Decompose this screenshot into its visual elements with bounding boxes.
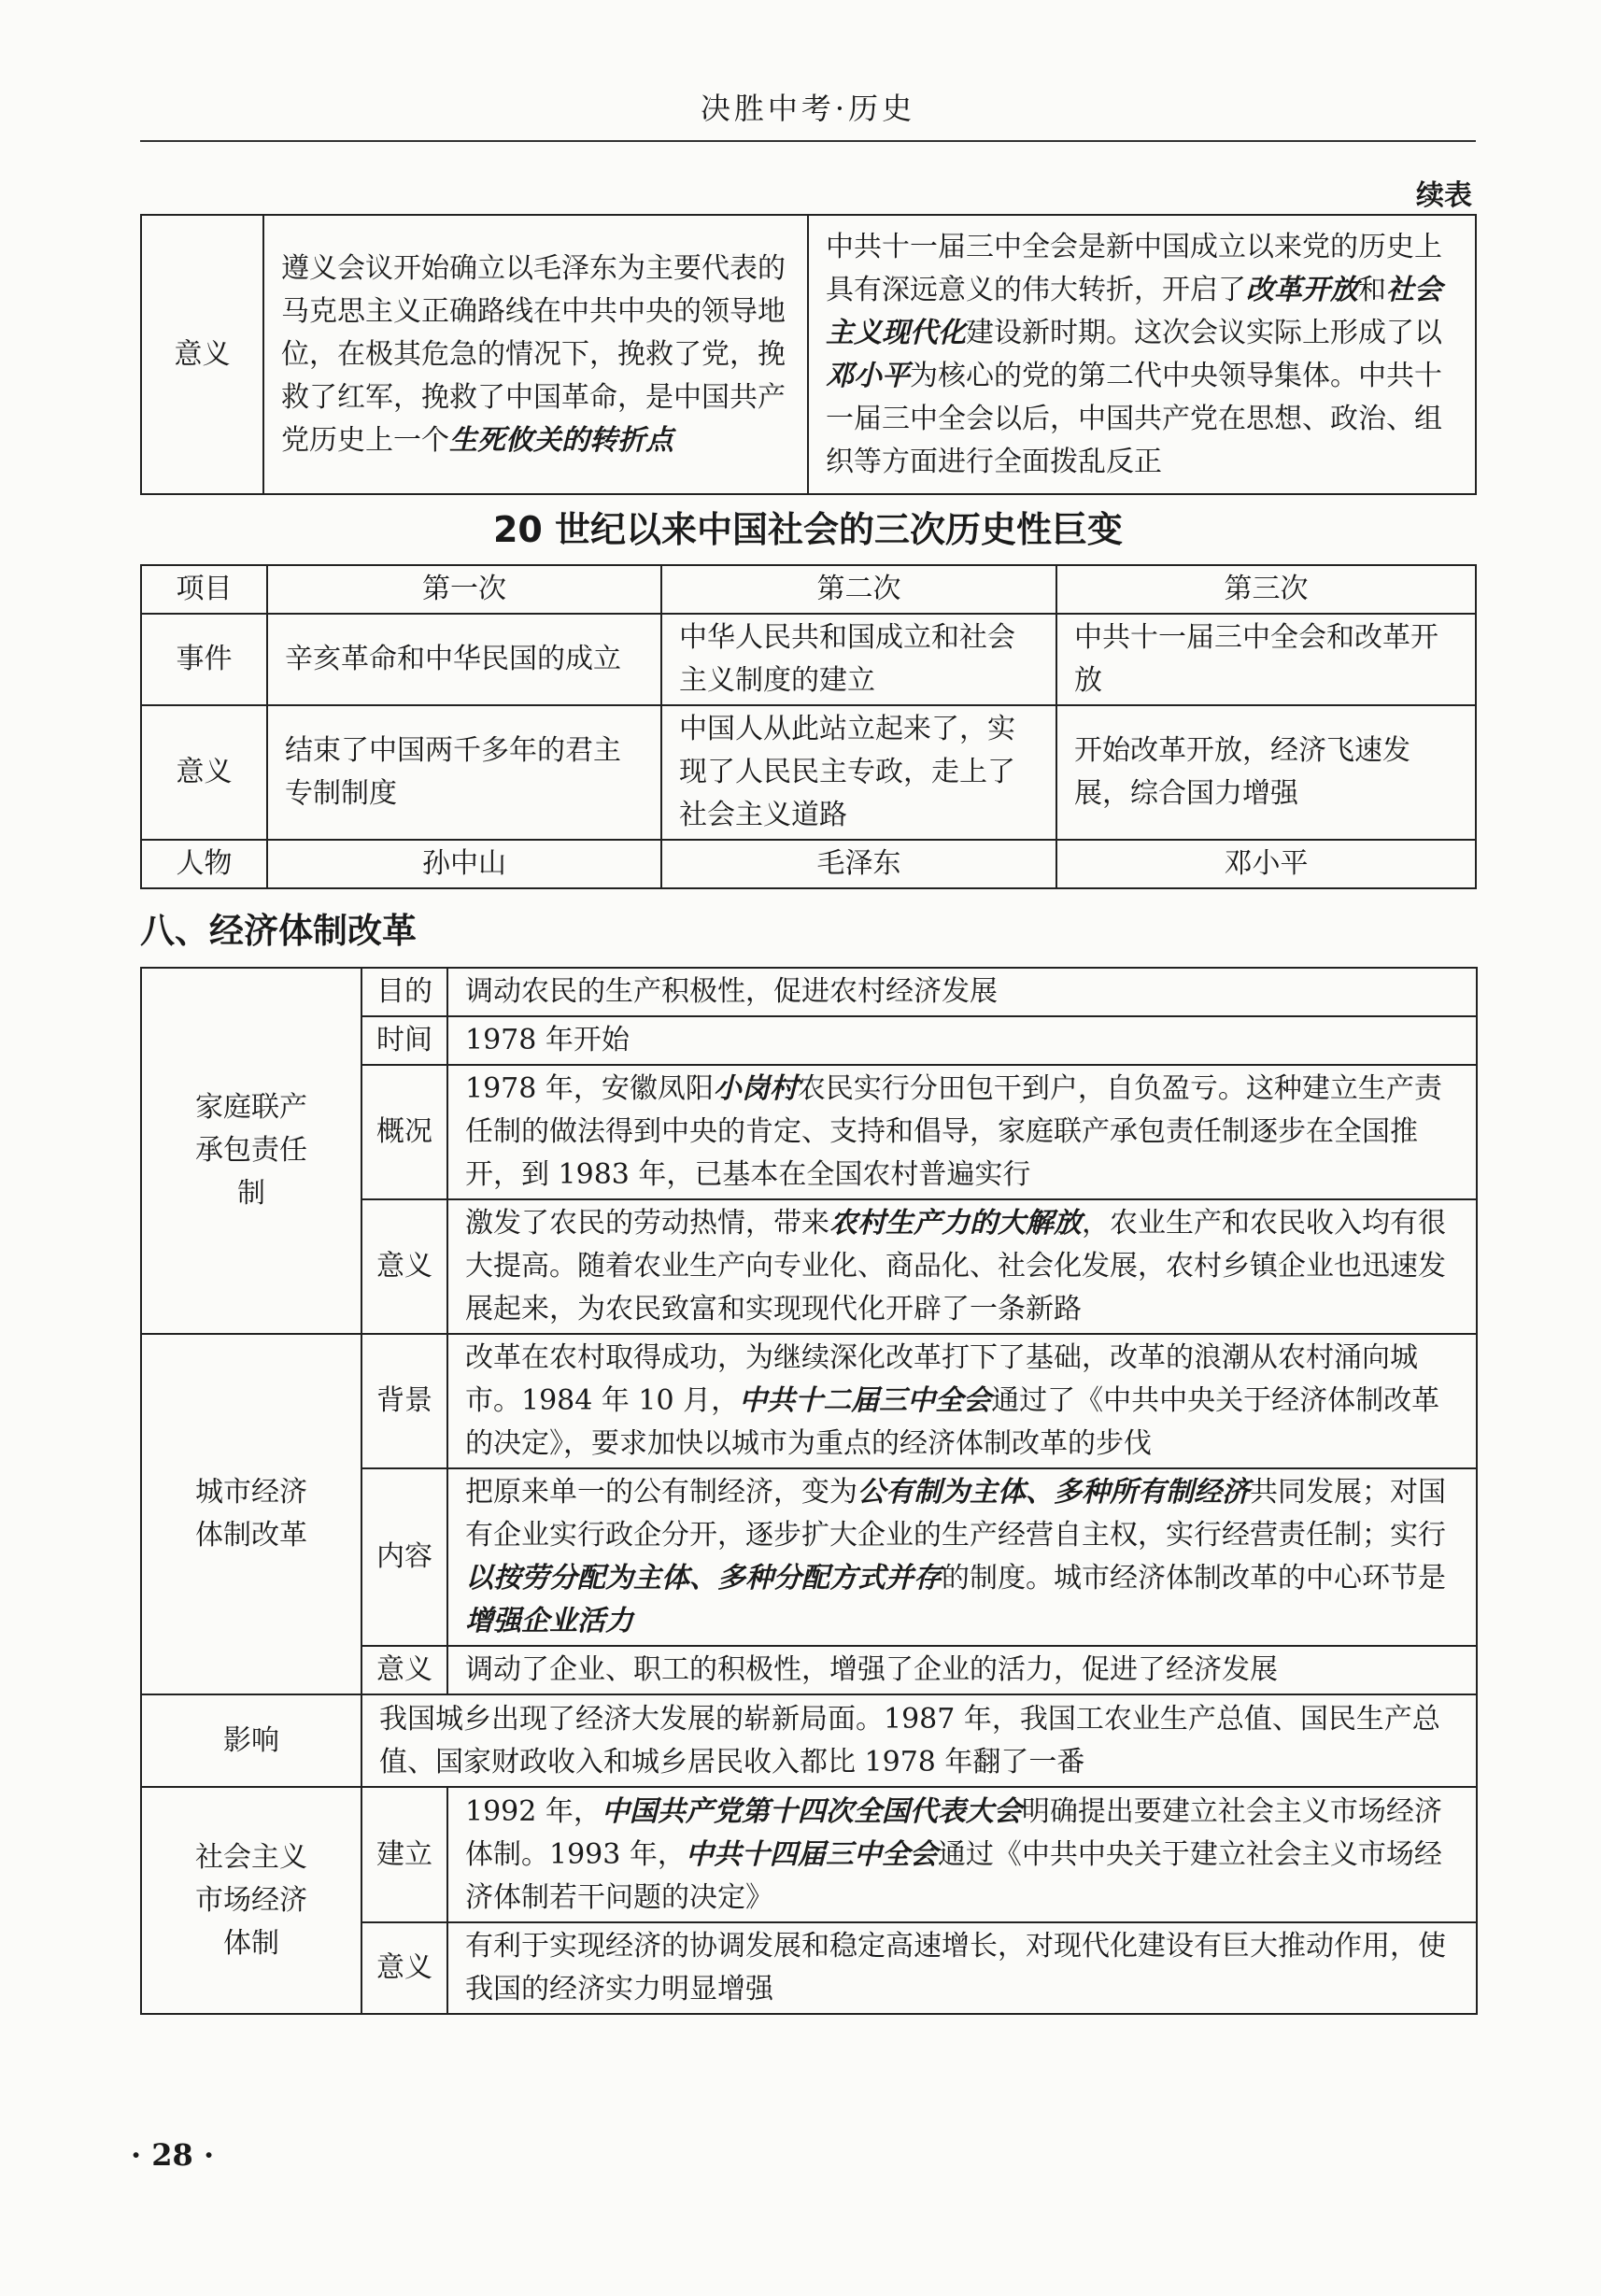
table-row	[141, 614, 1476, 705]
table-cell: 邓小平	[1056, 840, 1476, 888]
column-header: 项目	[141, 565, 267, 614]
table-row	[141, 1787, 1477, 1922]
group-label: 家庭联产承包责任制	[141, 968, 361, 1334]
table-cell: 我国城乡出现了经济大发展的崭新局面。1987 年，我国工农业生产总值、国民生产总值、国家财政收入和城乡居民收入都比 1978 年翻了一番	[361, 1694, 1477, 1787]
table-cell: 改革在农村取得成功，为继续深化改革打下了基础，改革的浪潮从农村涌向城市。1984 年 10 月，中共十二届三中全会通过了《中共中央关于经济体制改革的决定》，要求加快以城市为重点的经济体制改革的步伐	[447, 1334, 1477, 1468]
table-cell: 事件	[141, 614, 267, 705]
table-cell: 调动了企业、职工的积极性，增强了企业的活力，促进了经济发展	[447, 1646, 1477, 1694]
table-cell: 激发了农民的劳动热情，带来农村生产力的大解放，农业生产和农民收入均有很大提高。随着农业生产向专业化、商品化、社会化发展，农村乡镇企业也迅速发展起来，为农民致富和实现现代化开辟了一条新路	[447, 1199, 1477, 1334]
table-cell: 1978 年开始	[447, 1016, 1477, 1065]
table-three-changes	[140, 564, 1477, 889]
page-header	[140, 77, 1476, 142]
column-header: 第二次	[661, 565, 1056, 614]
header-title: 决胜中考·历史	[700, 91, 916, 126]
table-economic-reform	[140, 967, 1478, 2015]
row-label: 概况	[361, 1065, 447, 1199]
table-cell: 中共十一届三中全会和改革开放	[1056, 614, 1476, 705]
row-label: 意义	[361, 1922, 447, 2014]
row-label: 意义	[361, 1646, 447, 1694]
table-cell: 辛亥革命和中华民国的成立	[267, 614, 661, 705]
row-label: 建立	[361, 1787, 447, 1922]
table-cell: 人物	[141, 840, 267, 888]
group-label: 影响	[141, 1694, 361, 1787]
page-number: · 28 ·	[131, 2137, 215, 2173]
table-row	[141, 840, 1476, 888]
table-cell: 把原来单一的公有制经济，变为公有制为主体、多种所有制经济共同发展；对国有企业实行政企分开，逐步扩大企业的生产经营自主权，实行经营责任制；实行以按劳分配为主体、多种分配方式并存的制度。城市经济体制改革的中心环节是增强企业活力	[447, 1468, 1477, 1646]
row-label-significance: 意义	[141, 215, 263, 494]
group-label: 城市经济体制改革	[141, 1334, 361, 1694]
zunyi-significance: 遵义会议开始确立以毛泽东为主要代表的马克思主义正确路线在中共中央的领导地位，在极其危急的情况下，挽救了党，挽救了红军，挽救了中国革命，是中国共产党历史上一个生死攸关的转折点	[263, 215, 808, 494]
table-cell: 结束了中国两千多年的君主专制制度	[267, 705, 661, 840]
row-label: 目的	[361, 968, 447, 1016]
table-row	[141, 215, 1476, 494]
third-plenum-significance: 中共十一届三中全会是新中国成立以来党的历史上具有深远意义的伟大转折，开启了改革开放和社会主义现代化建设新时期。这次会议实际上形成了以邓小平为核心的党的第二代中央领导集体。中共十一届三中全会以后，中国共产党在思想、政治、组织等方面进行全面拨乱反正	[808, 215, 1476, 494]
table-header-row	[141, 565, 1476, 614]
table-cell: 毛泽东	[661, 840, 1056, 888]
table-cell: 中国人从此站立起来了，实现了人民民主专政，走上了社会主义道路	[661, 705, 1056, 840]
table-row	[141, 705, 1476, 840]
row-label: 时间	[361, 1016, 447, 1065]
column-header: 第三次	[1056, 565, 1476, 614]
table-cell: 孙中山	[267, 840, 661, 888]
row-label: 背景	[361, 1334, 447, 1468]
table-cell: 开始改革开放，经济飞速发展，综合国力增强	[1056, 705, 1476, 840]
column-header: 第一次	[267, 565, 661, 614]
table-continued	[140, 214, 1477, 495]
table-cell: 1992 年，中国共产党第十四次全国代表大会明确提出要建立社会主义市场经济体制。1993 年，中共十四届三中全会通过《中共中央关于建立社会主义市场经济体制若干问题的决定》	[447, 1787, 1477, 1922]
continued-label: 续表	[1416, 179, 1472, 212]
table-cell: 意义	[141, 705, 267, 840]
row-label: 内容	[361, 1468, 447, 1646]
table-row	[141, 968, 1477, 1016]
table-cell: 有利于实现经济的协调发展和稳定高速增长，对现代化建设有巨大推动作用，使我国的经济实力明显增强	[447, 1922, 1477, 2014]
table-row	[141, 1334, 1477, 1468]
row-label: 意义	[361, 1199, 447, 1334]
table-cell: 调动农民的生产积极性，促进农村经济发展	[447, 968, 1477, 1016]
table2-title: 20 世纪以来中国社会的三次历史性巨变	[492, 509, 1124, 550]
table-row	[141, 1694, 1477, 1787]
table-cell: 中华人民共和国成立和社会主义制度的建立	[661, 614, 1056, 705]
table-cell: 1978 年，安徽凤阳小岗村农民实行分田包干到户，自负盈亏。这种建立生产责任制的做法得到中央的肯定、支持和倡导，家庭联产承包责任制逐步在全国推开，到 1983 年，已基本在全国农村普遍实行	[447, 1065, 1477, 1199]
section-title: 八、经济体制改革	[140, 911, 417, 951]
group-label: 社会主义市场经济体制	[141, 1787, 361, 2014]
